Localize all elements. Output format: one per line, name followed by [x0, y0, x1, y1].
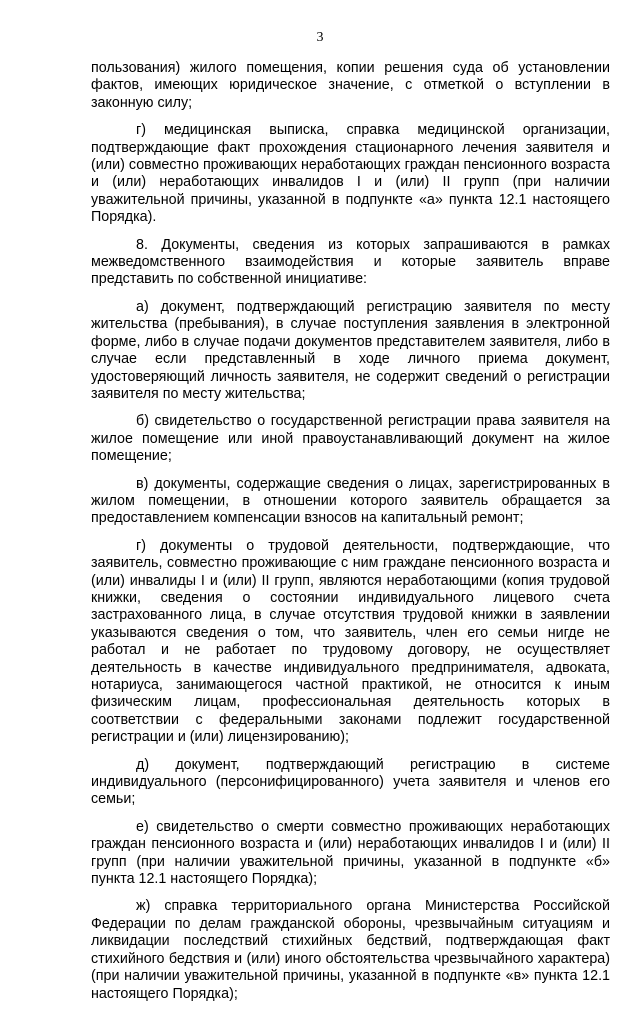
paragraph-item-v: в) документы, содержащие сведения о лицах, зарегистрированных в жилом помещении, в отношении которого заявитель обращается за предоставлением компенсации взносов на капитальный ремонт;	[91, 475, 610, 527]
paragraph-item-g-labor: г) документы о трудовой деятельности, подтверждающие, что заявитель, совместно проживающие с ним граждане пенсионного возраста и (или) инвалиды I и (или) II групп, являются неработающими (копия трудовой книжки, сведения о состоянии индивидуального лицевого счета застрахованного лица, в случае отсутствия трудовой книжки в заявлении указываются сведения о том, что заявитель, член его семьи нигде не работал и не работает по трудовому договору, не осуществляет деятельность в качестве индивидуального предпринимателя, адвоката, нотариуса, занимающегося частной практикой, не относится к иным физическим лицам, профессиональная деятельность которых в соответствии с федеральными законами подлежит государственной регистрации и (или) лицензированию);	[91, 537, 610, 746]
page-number: 3	[316, 30, 324, 45]
paragraph-item-d: д) документ, подтверждающий регистрацию в системе индивидуального (персонифицированного) учета заявителя и членов его семьи;	[91, 756, 610, 808]
paragraph-item-zh: ж) справка территориального органа Министерства Российской Федерации по делам гражданской обороны, чрезвычайным ситуациям и ликвидации последствий стихийных бедствий, подтверждающая факт стихийного бедствия и (или) иного обстоятельства чрезвычайного характера) (при наличии уважительной причины, указанной в подпункте «в» пункта 12.1 настоящего Порядка);	[91, 898, 610, 1002]
paragraph-continuation: пользования) жилого помещения, копии решения суда об установлении фактов, имеющих юридическое значение, с отметкой о вступлении в законную силу;	[91, 60, 610, 111]
paragraph-item-a: а) документ, подтверждающий регистрацию заявителя по месту жительства (пребывания), в случае поступления заявления в электронной форме, либо в случае подачи документов представителем заявителя, либо в случае если представленный в ходе личного приема документ, удостоверяющий личность заявителя, не содержит сведений о регистрации заявителя по месту жительства;	[91, 298, 610, 402]
paragraph-item-b: б) свидетельство о государственной регистрации права заявителя на жилое помещение или иной правоустанавливающий документ на жилое помещение;	[91, 413, 610, 465]
paragraph-section-8: 8. Документы, сведения из которых запрашиваются в рамках межведомственного взаимодействия и которые заявитель вправе представить по собственной инициативе:	[91, 236, 610, 288]
paragraph-item-g-medical: г) медицинская выписка, справка медицинской организации, подтверждающие факт прохождения стационарного лечения заявителя и (или) совместно проживающих неработающих граждан пенсионного возраста и (или) неработающих инвалидов I и (или) II групп (при наличии уважительной причины, указанной в подпункте «а» пункта 12.1 настоящего Порядка).	[91, 122, 610, 226]
paragraph-item-e: е) свидетельство о смерти совместно проживающих неработающих граждан пенсионного возраста и (или) неработающих инвалидов I и (или) II групп (при наличии уважительной причины, указанной в подпункте «б» пункта 12.1 настоящего Порядка);	[91, 818, 610, 888]
document-body	[91, 60, 610, 1013]
